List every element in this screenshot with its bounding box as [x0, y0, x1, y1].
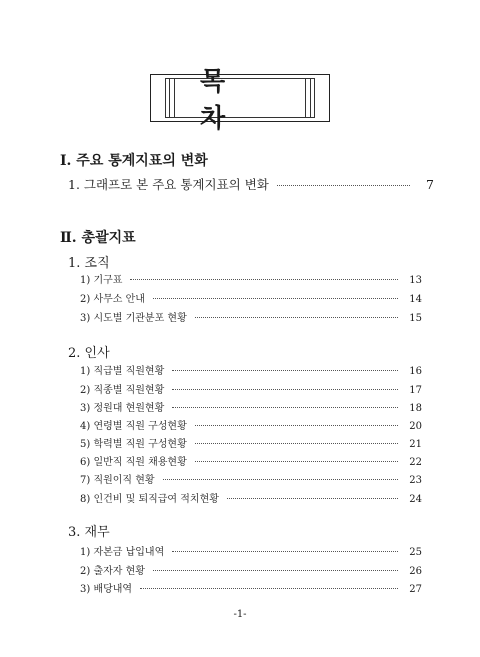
toc-entry-page: 20	[409, 421, 422, 432]
toc-entry-label: 3) 정원대 현원현황	[80, 403, 165, 414]
toc-entry	[80, 471, 422, 486]
toc-entry-label: 8) 인건비 및 퇴직급여 적치현황	[80, 494, 219, 505]
toc-entry-page: 17	[409, 385, 422, 396]
toc-entry	[80, 580, 422, 595]
toc-entry	[80, 453, 422, 468]
toc-entry	[80, 271, 422, 286]
toc-entry-page: 15	[409, 313, 422, 324]
toc-entry	[80, 562, 422, 577]
section-heading-2: Ⅱ. 총괄지표	[60, 230, 136, 246]
toc-entry	[80, 543, 422, 558]
toc-entry	[80, 490, 422, 505]
toc-entry-page: 16	[409, 366, 422, 377]
toc-entry	[80, 290, 422, 305]
toc-entry-page: 22	[409, 457, 422, 468]
toc-entry-label: 3) 배당내역	[80, 584, 133, 595]
leader-dots	[153, 570, 398, 571]
toc-entry-page: 24	[409, 494, 422, 505]
leader-dots	[195, 317, 398, 318]
toc-entry-page: 14	[409, 294, 422, 305]
toc-entry-label: 2) 직종별 직원현황	[80, 385, 165, 396]
toc-entry-page: 27	[409, 584, 422, 595]
toc-entry	[80, 381, 422, 396]
toc-entry	[68, 175, 434, 193]
toc-entry	[80, 417, 422, 432]
leader-dots	[277, 185, 410, 186]
toc-entry	[80, 309, 422, 324]
toc-entry-label: 1) 자본금 납입내역	[80, 547, 165, 558]
toc-entry-label: 2) 사무소 안내	[80, 294, 145, 305]
leader-dots	[172, 551, 398, 552]
leader-dots	[195, 461, 398, 462]
leader-dots	[172, 370, 398, 371]
toc-entry	[80, 435, 422, 450]
toc-entry-page: 26	[409, 566, 422, 577]
toc-entry-page: 18	[409, 403, 422, 414]
toc-entry-page: 23	[409, 475, 422, 486]
toc-entry-label: 1) 직급별 직원현황	[80, 366, 165, 377]
leader-dots	[195, 443, 398, 444]
page-title: 목 차	[200, 67, 260, 134]
toc-entry-label: 1. 그래프로 본 주요 통계지표의 변화	[68, 177, 269, 192]
leader-dots	[140, 588, 398, 589]
leader-dots	[227, 498, 398, 499]
subsection-heading-personnel: 2. 인사	[68, 346, 110, 361]
leader-dots	[130, 279, 398, 280]
leader-dots	[172, 389, 398, 390]
title-box	[150, 67, 330, 134]
leader-dots	[172, 407, 398, 408]
section-heading-1: Ⅰ. 주요 통계지표의 변화	[60, 153, 208, 169]
leader-dots	[163, 479, 398, 480]
toc-entry-page: 21	[409, 439, 422, 450]
leader-dots	[153, 298, 398, 299]
subsection-heading-finance: 3. 재무	[68, 525, 110, 540]
toc-entry-label: 1) 기구표	[80, 275, 123, 286]
toc-entry-page: 7	[426, 177, 434, 192]
title-frame	[165, 67, 315, 134]
toc-entry-label: 2) 출자자 현황	[80, 566, 145, 577]
toc-entry-label: 4) 연령별 직원 구성현황	[80, 421, 187, 432]
toc-entry-label: 6) 일반직 직원 채용현황	[80, 457, 187, 468]
toc-entry	[80, 399, 422, 414]
subsection-heading-organization: 1. 조직	[68, 256, 110, 271]
toc-entry-page: 13	[409, 275, 422, 286]
toc-entry-label: 5) 학력별 직원 구성현황	[80, 439, 187, 450]
page-number: -1-	[233, 609, 247, 620]
toc-entry-label: 3) 시도별 기관분포 현황	[80, 313, 187, 324]
toc-entry-page: 25	[409, 547, 422, 558]
toc-entry	[80, 362, 422, 377]
toc-entry-label: 7) 직원이직 현황	[80, 475, 155, 486]
leader-dots	[195, 425, 398, 426]
